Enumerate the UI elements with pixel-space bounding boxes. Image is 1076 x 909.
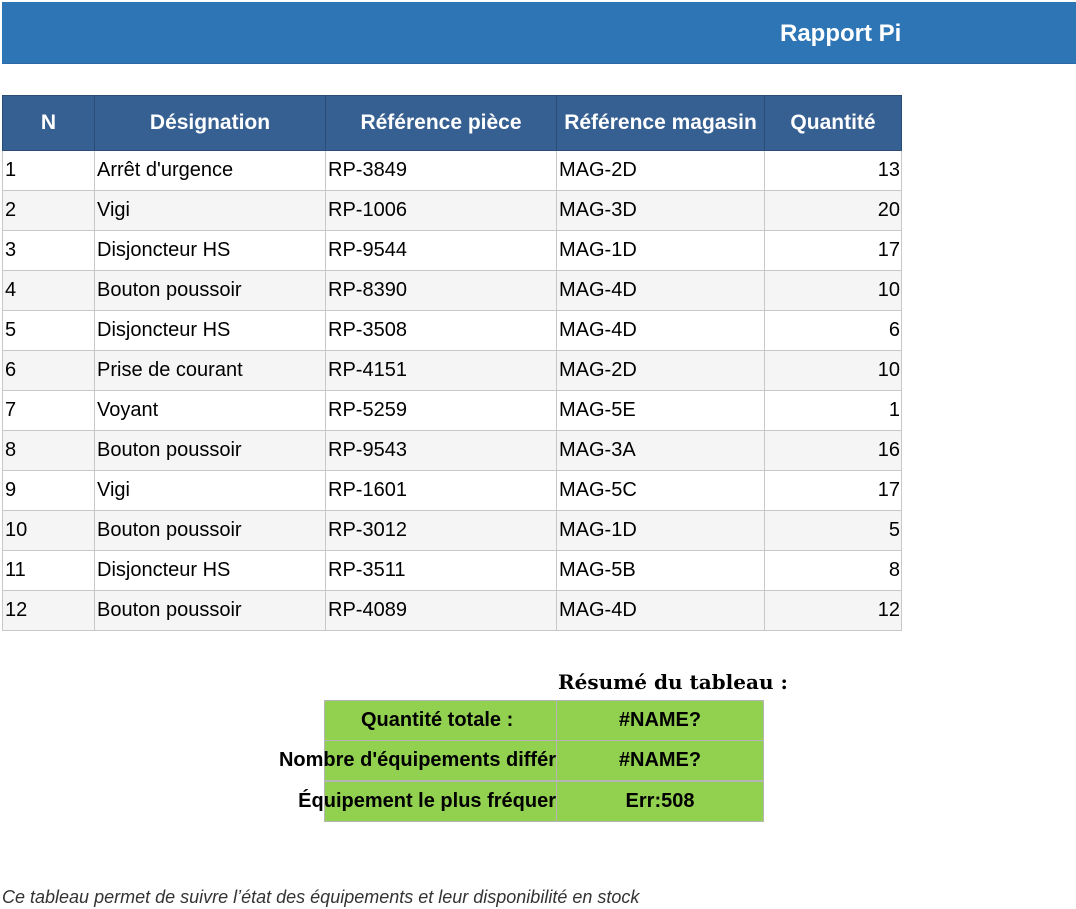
table-row	[3, 391, 902, 431]
table-row	[3, 271, 902, 311]
table-row	[3, 471, 902, 511]
cell-reference-piece[interactable]: RP-8390	[326, 271, 557, 311]
cell-reference-magasin[interactable]: MAG-5C	[557, 471, 765, 511]
summary-label-most-frequent: Équipement le plus fréquer	[298, 790, 556, 812]
cell-n[interactable]: 7	[3, 391, 95, 431]
summary-title[interactable]: Résumé du tableau :	[558, 670, 788, 694]
cell-reference-magasin[interactable]: MAG-2D	[557, 351, 765, 391]
equipment-table	[2, 95, 902, 631]
cell-reference-piece[interactable]: RP-3849	[326, 151, 557, 191]
cell-reference-piece[interactable]: RP-3511	[326, 551, 557, 591]
cell-designation[interactable]: Disjoncteur HS	[95, 231, 326, 271]
cell-reference-piece[interactable]: RP-4151	[326, 351, 557, 391]
report-title[interactable]: Rapport Pi	[780, 20, 902, 47]
cell-designation[interactable]: Vigi	[95, 471, 326, 511]
cell-designation[interactable]: Disjoncteur HS	[95, 311, 326, 351]
cell-reference-piece[interactable]: RP-5259	[326, 391, 557, 431]
cell-quantite[interactable]: 13	[765, 151, 902, 191]
cell-reference-magasin[interactable]: MAG-1D	[557, 231, 765, 271]
cell-n[interactable]: 1	[3, 151, 95, 191]
table-row	[3, 311, 902, 351]
cell-reference-piece[interactable]: RP-4089	[326, 591, 557, 631]
cell-n[interactable]: 4	[3, 271, 95, 311]
cell-reference-magasin[interactable]: MAG-4D	[557, 591, 765, 631]
cell-reference-magasin[interactable]: MAG-4D	[557, 311, 765, 351]
cell-designation[interactable]: Prise de courant	[95, 351, 326, 391]
header-designation[interactable]: Désignation	[95, 96, 326, 151]
cell-n[interactable]: 8	[3, 431, 95, 471]
cell-designation[interactable]: Bouton poussoir	[95, 591, 326, 631]
cell-quantite[interactable]: 20	[765, 191, 902, 231]
cell-quantite[interactable]: 8	[765, 551, 902, 591]
cell-designation[interactable]: Arrêt d'urgence	[95, 151, 326, 191]
cell-designation[interactable]: Disjoncteur HS	[95, 551, 326, 591]
cell-quantite[interactable]: 5	[765, 511, 902, 551]
header-reference-magasin[interactable]: Référence magasin	[557, 96, 765, 151]
cell-reference-piece[interactable]: RP-3508	[326, 311, 557, 351]
cell-designation[interactable]: Vigi	[95, 191, 326, 231]
table-row	[3, 151, 902, 191]
header-quantite[interactable]: Quantité	[765, 96, 902, 151]
table-row	[3, 591, 902, 631]
table-row	[3, 231, 902, 271]
cell-designation[interactable]: Voyant	[95, 391, 326, 431]
title-bar	[2, 2, 1076, 64]
cell-quantite[interactable]: 6	[765, 311, 902, 351]
cell-quantite[interactable]: 10	[765, 271, 902, 311]
summary-value-distinct[interactable]: #NAME?	[556, 740, 764, 781]
summary-label-distinct: Nombre d'équipements différ	[278, 749, 556, 771]
cell-designation[interactable]: Bouton poussoir	[95, 511, 326, 551]
table-header-row	[3, 96, 902, 151]
cell-designation[interactable]: Bouton poussoir	[95, 431, 326, 471]
cell-n[interactable]: 2	[3, 191, 95, 231]
table-row	[3, 191, 902, 231]
cell-reference-magasin[interactable]: MAG-4D	[557, 271, 765, 311]
cell-n[interactable]: 11	[3, 551, 95, 591]
cell-quantite[interactable]: 10	[765, 351, 902, 391]
cell-n[interactable]: 5	[3, 311, 95, 351]
cell-reference-piece[interactable]: RP-1601	[326, 471, 557, 511]
cell-reference-piece[interactable]: RP-9543	[326, 431, 557, 471]
cell-quantite[interactable]: 12	[765, 591, 902, 631]
cell-quantite[interactable]: 16	[765, 431, 902, 471]
cell-reference-piece[interactable]: RP-1006	[326, 191, 557, 231]
cell-quantite[interactable]: 17	[765, 231, 902, 271]
cell-reference-magasin[interactable]: MAG-3D	[557, 191, 765, 231]
cell-reference-magasin[interactable]: MAG-3A	[557, 431, 765, 471]
header-n[interactable]: N	[3, 96, 95, 151]
header-reference-piece[interactable]: Référence pièce	[326, 96, 557, 151]
cell-quantite[interactable]: 17	[765, 471, 902, 511]
cell-n[interactable]: 12	[3, 591, 95, 631]
table-row	[3, 551, 902, 591]
table-row	[3, 351, 902, 391]
cell-reference-magasin[interactable]: MAG-2D	[557, 151, 765, 191]
cell-n[interactable]: 10	[3, 511, 95, 551]
cell-reference-magasin[interactable]: MAG-5B	[557, 551, 765, 591]
cell-reference-magasin[interactable]: MAG-1D	[557, 511, 765, 551]
cell-n[interactable]: 3	[3, 231, 95, 271]
cell-quantite[interactable]: 1	[765, 391, 902, 431]
table-row	[3, 431, 902, 471]
table-body	[3, 151, 902, 631]
cell-reference-magasin[interactable]: MAG-5E	[557, 391, 765, 431]
summary-value-most-frequent[interactable]: Err:508	[556, 781, 764, 822]
summary-label-total: Quantité totale :	[361, 709, 514, 731]
cell-n[interactable]: 9	[3, 471, 95, 511]
cell-designation[interactable]: Bouton poussoir	[95, 271, 326, 311]
footer-note: Ce tableau permet de suivre l’état des équipements et leur disponibilité en stock	[2, 887, 640, 907]
cell-n[interactable]: 6	[3, 351, 95, 391]
cell-reference-piece[interactable]: RP-9544	[326, 231, 557, 271]
table-row	[3, 511, 902, 551]
summary-value-total[interactable]: #NAME?	[556, 700, 764, 741]
cell-reference-piece[interactable]: RP-3012	[326, 511, 557, 551]
